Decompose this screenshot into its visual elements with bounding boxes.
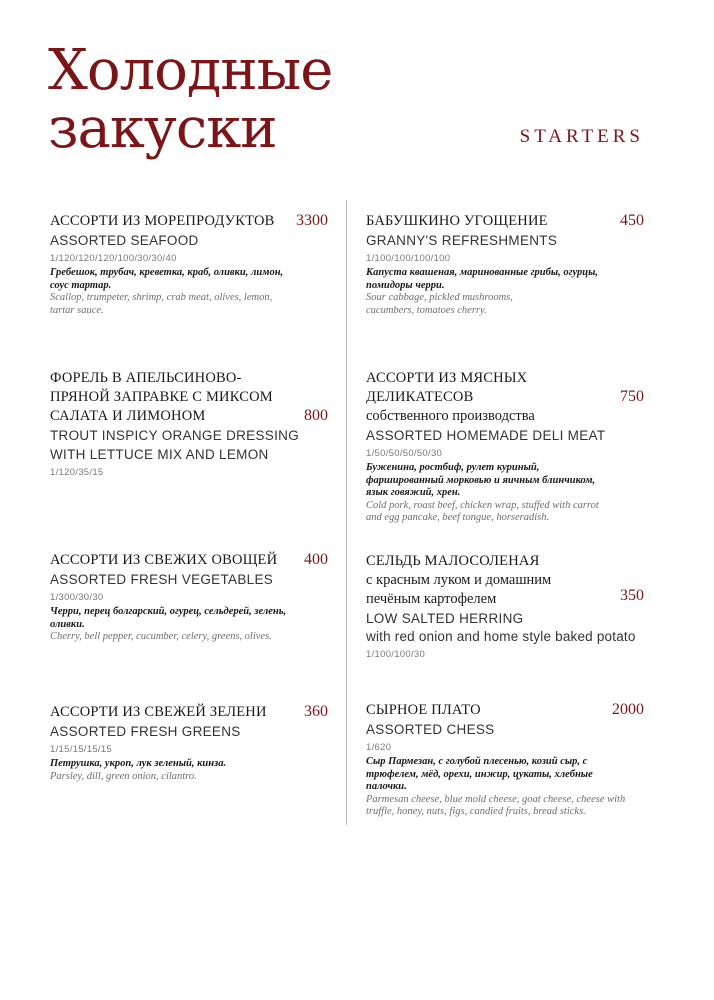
menu-item-trout	[50, 369, 300, 481]
item-description-ru: Буженина, ростбиф, рулет куриный, фаршированный морковью и яичным блинчиком, язык говяжий, хрен.	[366, 462, 596, 498]
item-description-en: Parmesan cheese, blue mold cheese, goat cheese, cheese with truffle, honey, nuts, figs, candied fruits, bread sticks.	[366, 793, 626, 817]
item-price-deli: 750	[620, 388, 644, 405]
item-name-en: ASSORTED HOMEMADE DELI MEAT	[366, 428, 606, 443]
menu-item-seafood	[50, 212, 290, 317]
item-name-en: ASSORTED FRESH VEGETABLES	[50, 572, 274, 587]
item-price-cheese: 2000	[612, 701, 644, 718]
item-description-ru: Черри, перец болгарский, огурец, сельдерей, зелень, оливки.	[50, 606, 287, 630]
item-price-greens: 360	[304, 703, 328, 720]
item-name-ru: СЫРНОЕ ПЛАТО	[366, 702, 481, 718]
item-name-en-sub: with red onion and home style baked potato	[366, 629, 636, 644]
item-name-en: ASSORTED FRESH GREENS	[50, 724, 241, 739]
item-weight: 1/100/100/100/100	[366, 253, 451, 264]
item-name-ru: АССОРТИ ИЗ МОРЕПРОДУКТОВ	[50, 213, 275, 229]
item-name-en: GRANNY'S REFRESHMENTS	[366, 233, 558, 248]
item-weight: 1/100/100/30	[366, 649, 426, 660]
item-name-ru: АССОРТИ ИЗ СВЕЖИХ ОВОЩЕЙ	[50, 552, 278, 568]
item-price-vegetables: 400	[304, 551, 328, 568]
item-description-en: Parsley, dill, green onion, cilantro.	[50, 770, 197, 782]
item-name-ru: БАБУШКИНО УГОЩЕНИЕ	[366, 213, 548, 229]
item-weight: 1/15/15/15/15	[50, 744, 113, 755]
menu-item-granny	[366, 212, 606, 317]
item-name-ru: АССОРТИ ИЗ МЯСНЫХ ДЕЛИКАТЕСОВ	[366, 370, 528, 405]
item-price-seafood: 3300	[296, 212, 328, 229]
item-weight: 1/120/120/120/100/30/30/40	[50, 253, 177, 264]
item-weight: 1/120/35/15	[50, 467, 104, 478]
item-price-granny: 450	[620, 212, 644, 229]
menu-item-vegetables	[50, 551, 300, 644]
item-description-en: Cold pork, roast beef, chicken wrap, stuffed with carrot and egg pancake, beef tongue, horseradish.	[366, 499, 599, 523]
title-line-1: Холодные	[48, 38, 333, 103]
title-line-2: закуски	[48, 96, 277, 161]
item-weight: 1/50/50/50/50/30	[366, 448, 443, 459]
item-name-ru: АССОРТИ ИЗ СВЕЖЕЙ ЗЕЛЕНИ	[50, 704, 267, 720]
item-name-ru: СЕЛЬДЬ МАЛОСОЛЕНАЯ	[366, 553, 540, 569]
item-name-ru-sub: с красным луком и домашним печёным картофелем	[366, 572, 552, 607]
item-description-ru: Капуста квашеная, маринованные грибы, огурцы, помидоры черри.	[366, 267, 599, 291]
page-title	[48, 38, 333, 161]
column-divider	[346, 200, 347, 825]
section-subtitle: STARTERS	[519, 126, 644, 147]
item-description-en: Scallop, trumpeter, shrimp, crab meat, olives, lemon, tartar sauce.	[50, 292, 273, 316]
item-weight: 1/620	[366, 742, 392, 753]
item-name-ru-sub: собственного производства	[366, 408, 535, 424]
menu-item-greens	[50, 703, 300, 783]
item-description-en: Sour cabbage, pickled mushrooms, cucumbers, tomatoes cherry.	[366, 292, 513, 316]
item-name-en: ASSORTED SEAFOOD	[50, 233, 199, 248]
item-price-herring: 350	[620, 587, 644, 604]
item-description-ru: Сыр Пармезан, с голубой плесенью, козий сыр, с трюфелем, мёд, орехи, инжир, цукаты, хлебные палочки.	[366, 756, 593, 792]
item-description-en: Cherry, bell pepper, cucumber, celery, greens, olives.	[50, 631, 272, 642]
item-description-ru: Петрушка, укроп, лук зеленый, кинза.	[50, 758, 227, 769]
item-description-ru: Гребешок, трубач, креветка, краб, оливки, лимон, соус тартар.	[50, 267, 284, 291]
item-name-ru: ФОРЕЛЬ В АПЕЛЬСИНОВО-ПРЯНОЙ ЗАПРАВКЕ С МИКСОМ САЛАТА И ЛИМОНОМ	[50, 370, 273, 424]
item-price-trout: 800	[304, 407, 328, 424]
menu-item-herring	[366, 552, 641, 663]
item-name-en: TROUT INSPICY ORANGE DRESSING WITH LETTUCE MIX AND LEMON	[50, 428, 299, 462]
item-name-en: LOW SALTED HERRING	[366, 611, 524, 626]
item-weight: 1/300/30/30	[50, 592, 104, 603]
item-name-en: ASSORTED CHESS	[366, 722, 495, 737]
